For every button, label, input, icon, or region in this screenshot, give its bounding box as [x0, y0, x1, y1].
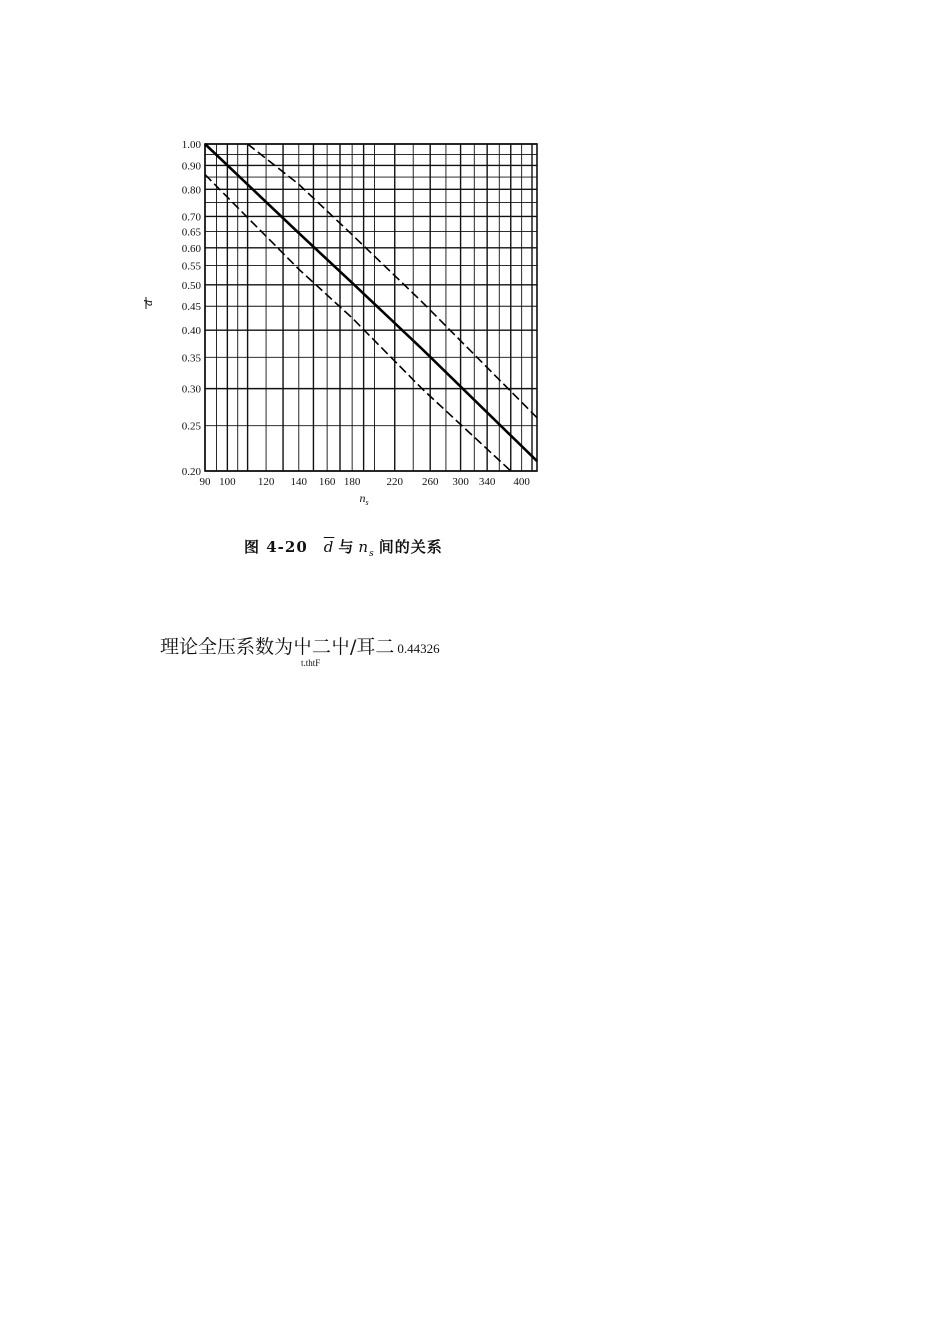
- y-tick-label: 0.20: [181, 466, 201, 478]
- y-tick-label: 0.25: [181, 420, 201, 433]
- y-tick-label: 0.80: [181, 184, 201, 197]
- series-line-dashed-upper: [248, 144, 537, 418]
- y-tick-label: 0.35: [181, 352, 201, 365]
- caption-symbol: $\overline{d}$: [323, 538, 335, 556]
- caption-tail: 间的关系: [378, 538, 443, 556]
- y-tick-labels: [182, 139, 202, 478]
- y-tick-label: 0.30: [181, 383, 201, 396]
- caption-ns-sub: s: [369, 549, 375, 559]
- figure-caption: [244, 536, 443, 559]
- caption-ns-main: n: [358, 538, 370, 556]
- x-tick-label: 300: [452, 476, 469, 488]
- y-axis-label: d: [141, 300, 155, 306]
- x-tick-label: 400: [513, 476, 530, 488]
- y-tick-label: 0.50: [181, 279, 201, 292]
- x-tick-labels: [200, 476, 531, 488]
- body-subnote: t.thtF: [301, 658, 321, 668]
- body-text: 理论全压系数为屮二屮/耳二: [160, 636, 395, 658]
- x-tick-label: 260: [421, 476, 439, 488]
- caption-ns: [358, 538, 375, 559]
- y-tick-label: 0.90: [181, 160, 201, 173]
- x-axis-label-sub: s: [365, 498, 369, 505]
- x-tick-label: 90: [199, 476, 211, 488]
- y-tick-label: 0.70: [181, 211, 201, 224]
- y-tick-label: 0.65: [181, 226, 201, 239]
- figure-number: 图 4-20: [244, 538, 308, 556]
- x-tick-label: 340: [478, 476, 496, 488]
- y-tick-label: 0.40: [181, 325, 201, 338]
- x-tick-label: 180: [343, 476, 361, 488]
- x-tick-label: 220: [386, 476, 403, 488]
- series-line-dashed-lower: [205, 175, 511, 471]
- x-tick-label: 120: [257, 476, 275, 488]
- x-tick-label: 100: [219, 476, 236, 488]
- body-text-line: [160, 632, 440, 659]
- x-axis-label: [359, 491, 368, 505]
- x-tick-label: 160: [318, 476, 336, 488]
- caption-connector: 与: [338, 538, 355, 556]
- y-tick-label: 0.60: [181, 242, 201, 255]
- y-tick-label: 0.55: [181, 260, 201, 273]
- y-tick-label: 0.45: [181, 301, 201, 314]
- chart: [140, 125, 550, 505]
- y-tick-label: 1.00: [181, 139, 201, 151]
- x-tick-label: 140: [290, 476, 308, 488]
- x-axis-label-main: n: [359, 491, 366, 505]
- body-value: 0.44326: [397, 641, 440, 656]
